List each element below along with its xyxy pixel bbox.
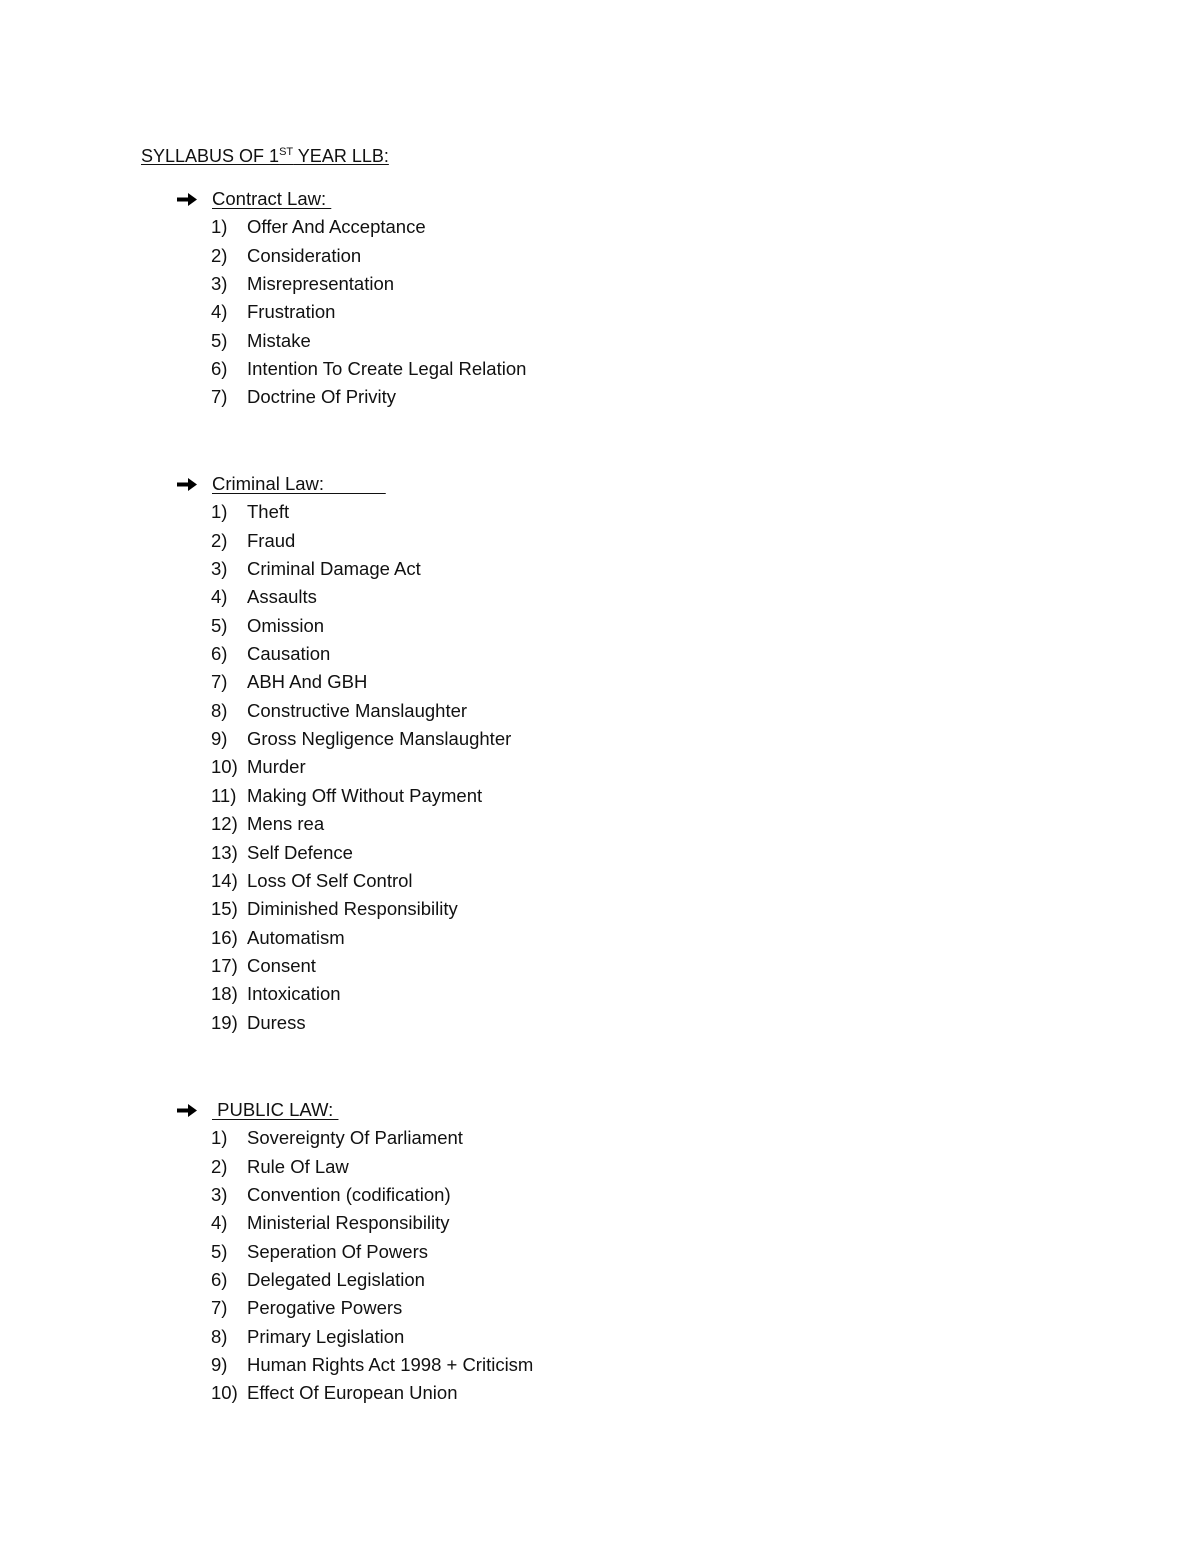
- item-text: Consideration: [247, 244, 362, 266]
- right-arrow-icon: [176, 1096, 200, 1124]
- item-text: Constructive Manslaughter: [247, 699, 468, 721]
- item-number: 4): [211, 1212, 228, 1234]
- item-number: 9): [211, 1354, 228, 1376]
- item-text: Sovereignty Of Parliament: [247, 1127, 463, 1149]
- item-number: 19): [211, 1011, 238, 1033]
- item-number: 6): [211, 1269, 228, 1291]
- title-rest: YEAR LLB:: [293, 146, 389, 166]
- item-text: Fraud: [247, 529, 296, 551]
- item-number: 7): [211, 1297, 228, 1319]
- section-title: PUBLIC LAW:: [212, 1099, 339, 1120]
- item-number: 4): [211, 301, 228, 323]
- item-number: 8): [211, 1325, 228, 1347]
- right-arrow-icon: [176, 185, 200, 213]
- item-number: 18): [211, 983, 238, 1005]
- item-text: Mistake: [247, 329, 311, 351]
- title-superscript: ST: [279, 146, 294, 158]
- item-text: Criminal Damage Act: [247, 558, 421, 580]
- document-title: [141, 143, 389, 169]
- item-text: Self Defence: [247, 841, 353, 863]
- section-title: Contract Law:: [212, 188, 332, 209]
- item-text: Human Rights Act 1998 + Criticism: [247, 1354, 534, 1376]
- item-number: 5): [211, 614, 228, 636]
- item-text: Omission: [247, 614, 325, 636]
- item-text: Ministerial Responsibility: [247, 1212, 450, 1234]
- item-number: 6): [211, 358, 228, 380]
- item-text: Loss Of Self Control: [247, 869, 413, 891]
- item-number: 1): [211, 216, 228, 238]
- item-number: 7): [211, 671, 228, 693]
- item-number: 15): [211, 898, 238, 920]
- item-text: Duress: [247, 1011, 306, 1033]
- item-number: 2): [211, 529, 228, 551]
- item-number: 10): [211, 756, 238, 778]
- item-number: 8): [211, 699, 228, 721]
- item-number: 14): [211, 869, 238, 891]
- item-number: 3): [211, 1184, 228, 1206]
- item-number: 7): [211, 386, 228, 408]
- item-number: 2): [211, 244, 228, 266]
- item-number: 5): [211, 329, 228, 351]
- item-number: 13): [211, 841, 238, 863]
- item-number: 1): [211, 1127, 228, 1149]
- item-text: Mens rea: [247, 813, 325, 835]
- item-text: Primary Legislation: [247, 1325, 405, 1347]
- item-number: 11): [211, 784, 237, 806]
- item-number: 12): [211, 813, 238, 835]
- item-number: 3): [211, 273, 228, 295]
- item-text: Delegated Legislation: [247, 1269, 425, 1291]
- item-text: Theft: [247, 501, 290, 523]
- item-number: 9): [211, 728, 228, 750]
- item-text: Effect Of European Union: [247, 1382, 458, 1404]
- item-text: Seperation Of Powers: [247, 1240, 428, 1262]
- item-number: 1): [211, 501, 228, 523]
- item-text: ABH And GBH: [247, 671, 368, 693]
- item-number: 5): [211, 1240, 228, 1262]
- item-text: Misrepresentation: [247, 273, 395, 295]
- item-number: 2): [211, 1155, 228, 1177]
- item-text: Frustration: [247, 301, 336, 323]
- item-text: Rule Of Law: [247, 1155, 349, 1177]
- item-text: Murder: [247, 756, 306, 778]
- item-number: 4): [211, 586, 228, 608]
- section-title: Criminal Law:: [212, 473, 386, 494]
- item-text: Diminished Responsibility: [247, 898, 458, 920]
- right-arrow-icon: [176, 470, 200, 498]
- item-number: 6): [211, 643, 228, 665]
- item-text: Automatism: [247, 926, 345, 948]
- item-text: Convention (codification): [247, 1184, 451, 1206]
- item-text: Consent: [247, 954, 316, 976]
- item-text: Doctrine Of Privity: [247, 386, 397, 408]
- title-main: SYLLABUS OF 1: [141, 146, 280, 166]
- item-number: 17): [211, 954, 238, 976]
- item-text: Perogative Powers: [247, 1297, 403, 1319]
- item-text: Gross Negligence Manslaughter: [247, 728, 512, 750]
- item-number: 16): [211, 926, 238, 948]
- item-text: Offer And Acceptance: [247, 216, 426, 238]
- item-text: Making Off Without Payment: [247, 784, 483, 806]
- item-text: Intention To Create Legal Relation: [247, 358, 527, 380]
- item-number: 10): [211, 1382, 238, 1404]
- item-text: Assaults: [247, 586, 317, 608]
- item-number: 3): [211, 558, 228, 580]
- item-text: Intoxication: [247, 983, 341, 1005]
- item-text: Causation: [247, 643, 331, 665]
